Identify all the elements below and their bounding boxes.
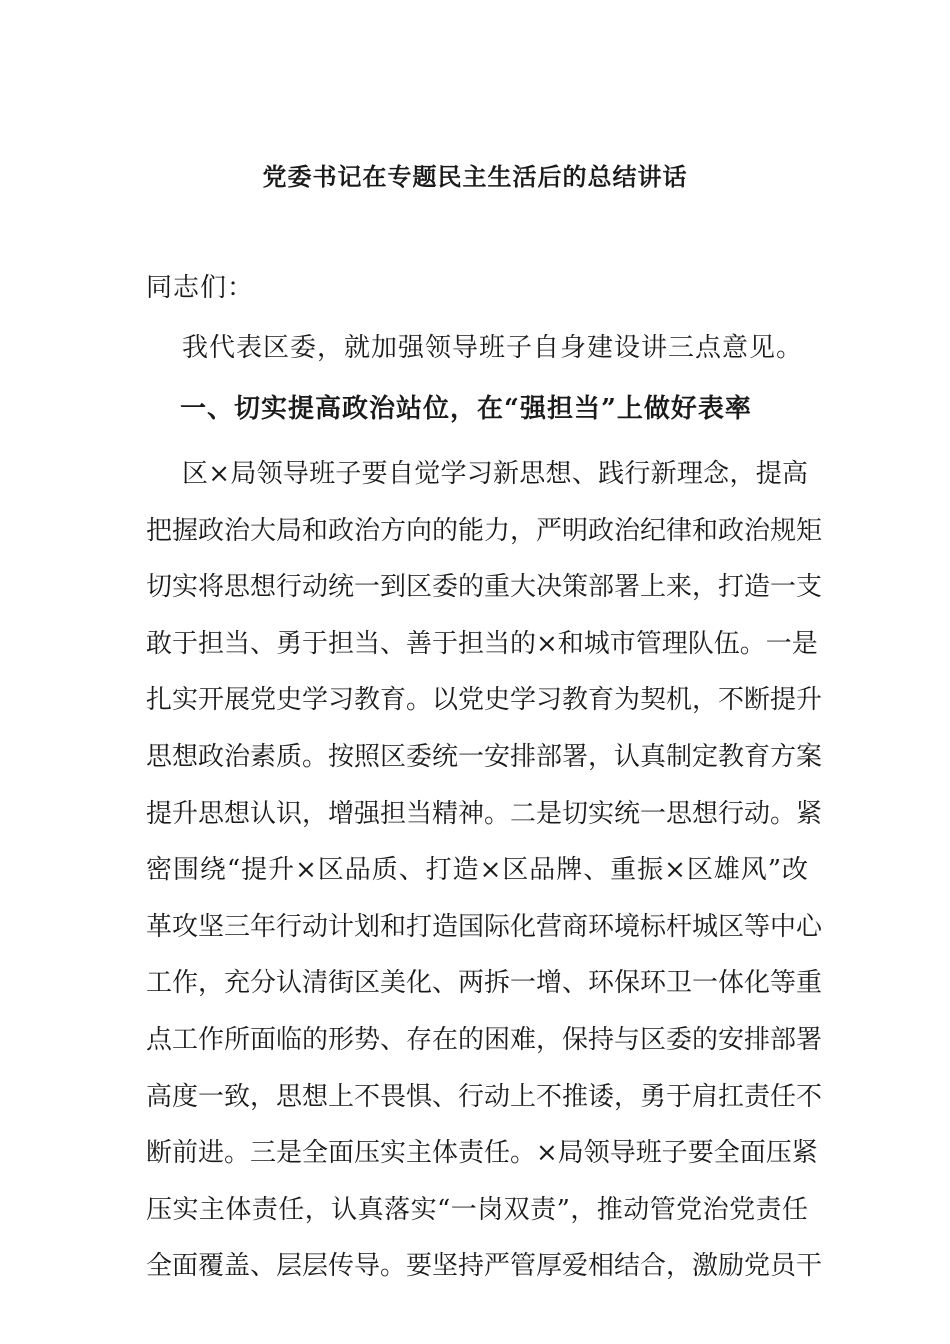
body-line: 敢于担当、勇于担当、善于担当的×和城市管理队伍。一是 xyxy=(146,628,818,659)
body-line: 把握政治大局和政治方向的能力，严明政治纪律和政治规矩 xyxy=(146,515,823,546)
body-line: 区×局领导班子要自觉学习新思想、践行新理念，提高 xyxy=(182,459,808,489)
document-title: 党委书记在专题民主生活后的总结讲话 xyxy=(262,162,688,191)
body-line: 提升思想认识，增强担当精神。二是切实统一思想行动。紧 xyxy=(146,798,823,829)
body-line: 密围绕“提升×区品质、打造×区品牌、重振×区雄风”改 xyxy=(146,855,808,886)
body-line: 革攻坚三年行动计划和打造国际化营商环境标杆城区等中心 xyxy=(146,911,823,942)
body-line: 点工作所面临的形势、存在的困难，保持与区委的安排部署 xyxy=(146,1024,823,1055)
salutation: 同志们： xyxy=(146,273,255,303)
body-line: 全面覆盖、层层传导。要坚持严管厚爱相结合，激励党员干 xyxy=(146,1251,823,1282)
intro-paragraph: 我代表区委，就加强领导班子自身建设讲三点意见。 xyxy=(182,333,804,363)
body-line: 断前进。三是全面压实主体责任。×局领导班子要全面压紧 xyxy=(146,1138,818,1169)
section-heading: 一、切实提高政治站位，在“强担当”上做好表率 xyxy=(180,394,752,424)
body-line: 切实将思想行动统一到区委的重大决策部署上来，打造一支 xyxy=(146,572,823,603)
body-line: 思想政治素质。按照区委统一安排部署，认真制定教育方案 xyxy=(146,741,823,772)
body-line: 高度一致，思想上不畏惧、行动上不推诿，勇于肩扛责任不 xyxy=(146,1081,823,1112)
section-body xyxy=(146,446,823,1295)
body-line: 压实主体责任，认真落实“一岗双责”，推动管党治党责任 xyxy=(146,1194,808,1225)
body-line: 工作，充分认清街区美化、两拆一增、环保环卫一体化等重 xyxy=(146,968,823,999)
body-line: 扎实开展党史学习教育。以党史学习教育为契机，不断提升 xyxy=(146,685,823,716)
